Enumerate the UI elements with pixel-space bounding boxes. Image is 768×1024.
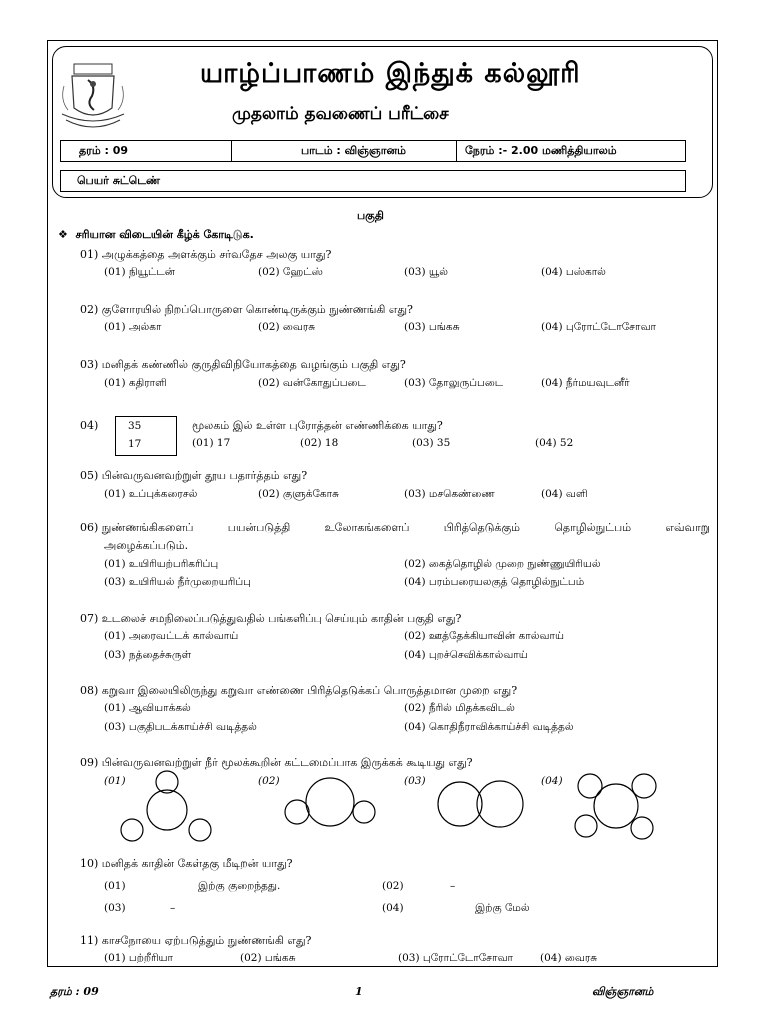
q11-option-4[interactable]: (04) வைரசு [540, 952, 598, 964]
question-05: 05) பின்வருவனவற்றுள் தூய பதார்த்தம் எது? [80, 469, 308, 482]
q03-option-3[interactable]: (03) தோலுருப்படை [404, 377, 504, 389]
q06-option-3[interactable]: (03) உயிரியல் நீர்முறையரிப்பு [104, 576, 251, 588]
q08-option-3[interactable]: (03) பகுதிபடக்காய்ச்சி வடித்தல் [104, 721, 257, 733]
subject-label: பாடம் : விஞ்ஞானம் [301, 144, 407, 157]
question-04-number: 04) [80, 419, 99, 432]
q07-option-1[interactable]: (01) அரைவட்டக் கால்வாய் [104, 630, 239, 642]
divider [231, 141, 232, 161]
q10-option-1-text[interactable]: இற்கு குறைந்தது. [198, 880, 281, 892]
q07-option-4[interactable]: (04) புறச்செவிக்கால்வாய் [404, 649, 528, 661]
q09-molecule-3-diagram[interactable] [430, 770, 540, 830]
instruction [58, 228, 254, 243]
q05-option-1[interactable]: (01) உப்புக்கரைசல் [104, 488, 198, 500]
question-06 [80, 521, 710, 554]
q10-option-2-text[interactable]: – [450, 880, 456, 892]
mass-number: 35 [128, 420, 142, 432]
q04-option-1[interactable]: (01) 17 [192, 437, 231, 449]
college-crest-logo [58, 56, 128, 136]
info-row [60, 140, 686, 162]
q02-option-2[interactable]: (02) வைரசு [258, 321, 316, 333]
q09-option-1[interactable]: (01) [104, 775, 126, 787]
q08-option-1[interactable]: (01) ஆவியாக்கல் [104, 702, 191, 714]
q09-option-2[interactable]: (02) [258, 775, 280, 787]
question-03: 03) மனிதக் கண்ணில் குருதிவிநியோகத்தை வழங்கும் பகுதி எது? [80, 358, 406, 371]
question-09: 09) பின்வருவனவற்றுள் நீர் மூலக்கூறின் கட்டமைப்பாக இருக்கக் கூடியது எது? [80, 756, 473, 769]
q09-option-3[interactable]: (03) [404, 775, 426, 787]
q01-option-4[interactable]: (04) பஸ்கால் [541, 266, 606, 278]
q10-option-4-text[interactable]: இற்கு மேல் [475, 902, 530, 914]
divider [456, 141, 457, 161]
q06-option-4[interactable]: (04) பரம்பரையலகுத் தொழில்நுட்பம் [404, 576, 585, 588]
q10-option-3-text[interactable]: – [170, 902, 176, 914]
q06-word: 06) நுண்ணங்கிகளைப் [80, 521, 194, 534]
section-title: பகுதி [357, 209, 384, 222]
question-07: 07) உடலைச் சமநிலைப்படுத்துவதில் பங்களிப்பு செய்யும் காதின் பகுதி எது? [80, 612, 462, 625]
footer-page-number: 1 [355, 985, 363, 998]
q09-molecule-1-diagram[interactable] [110, 768, 220, 846]
element-notation-box [115, 416, 177, 456]
q06-word: எவ்வாறு [665, 521, 710, 534]
name-row: பெயர் சுட்டெண் [60, 170, 686, 192]
q06-option-1[interactable]: (01) உயிரியற்பரிகரிப்பு [104, 558, 219, 570]
q02-option-4[interactable]: (04) புரோட்டோசோவா [541, 321, 657, 333]
q04-option-4[interactable]: (04) 52 [535, 437, 574, 449]
q07-option-3[interactable]: (03) நத்தைச்சுருள் [104, 649, 192, 661]
q09-molecule-4-diagram[interactable] [568, 770, 678, 842]
q02-option-3[interactable]: (03) பங்கசு [404, 321, 460, 333]
q10-option-4-label[interactable]: (04) [382, 902, 404, 914]
q06-word: பிரித்தெடுக்கும் [443, 521, 521, 534]
q08-option-4[interactable]: (04) கொதிநீராவிக்காய்ச்சி வடித்தல் [404, 721, 574, 733]
q04-option-3[interactable]: (03) 35 [412, 437, 451, 449]
question-04: மூலகம் இல் உள்ள புரோத்தன் எண்ணிக்கை யாது? [192, 419, 443, 432]
q06-option-2[interactable]: (02) கைத்தொழில் முறை நுண்ணுயிரியல் [404, 558, 601, 570]
q05-option-3[interactable]: (03) மசகெண்ணை [404, 488, 495, 500]
q10-option-2-label[interactable]: (02) [382, 880, 404, 892]
grade-label: தரம் : 09 [79, 144, 129, 157]
q07-option-2[interactable]: (02) ஊத்தேக்கியாவின் கால்வாய் [404, 630, 564, 642]
college-title: யாழ்ப்பாணம் இந்துக் கல்லூரி [200, 58, 581, 89]
q04-option-2[interactable]: (02) 18 [300, 437, 339, 449]
q03-option-4[interactable]: (04) நீர்மயவுடனீர் [541, 377, 630, 389]
atomic-number: 17 [128, 438, 142, 450]
question-08: 08) கறுவா இலையிலிருந்து கறுவா எண்ணை பிரித்தெடுக்கப் பொருத்தமான முறை எது? [80, 684, 518, 697]
question-01: 01) அழுக்கத்தை அளக்கும் சர்வதேச அலகு யாது? [80, 248, 332, 261]
q06-word: உலோகங்களைப் [324, 521, 410, 534]
q05-option-4[interactable]: (04) வளி [541, 488, 588, 500]
footer-subject: விஞ்ஞானம் [592, 985, 654, 998]
question-10: 10) மனிதக் காதின் கேள்தகு மீடிறன் யாது? [80, 857, 293, 870]
q11-option-1[interactable]: (01) பற்றீரியா [104, 952, 174, 964]
q06-word: பயன்படுத்தி [227, 521, 291, 534]
q01-option-2[interactable]: (02) ஹேட்ஸ் [258, 266, 323, 278]
q10-option-1-label[interactable]: (01) [104, 880, 126, 892]
q11-option-3[interactable]: (03) புரோட்டோசோவா [398, 952, 514, 964]
bullet-diamond-icon: ❖ [58, 228, 68, 241]
time-label: நேரம் :- 2.00 மணித்தியாலம் [465, 144, 617, 157]
question-02: 02) குளோரயில் நிறப்பொருளை கொண்டிருக்கும் நுண்ணங்கி எது? [80, 303, 413, 316]
q03-option-2[interactable]: (02) வன்கோதுப்படை [258, 377, 366, 389]
exam-title: முதலாம் தவணைப் பரீட்சை [232, 104, 449, 124]
q11-option-2[interactable]: (02) பங்கசு [240, 952, 296, 964]
q01-option-3[interactable]: (03) யூல் [404, 266, 449, 278]
instruction-text: சரியான விடையின் கீழ்க் கோடிடுக. [75, 228, 254, 241]
q09-molecule-2-diagram[interactable] [280, 770, 390, 830]
q10-option-3-label[interactable]: (03) [104, 902, 126, 914]
q03-option-1[interactable]: (01) கதிராளி [104, 377, 167, 389]
q06-word: தொழில்நுட்பம் [554, 521, 632, 534]
question-11: 11) காசநோயை ஏற்படுத்தும் நுண்ணங்கி எது? [80, 934, 312, 947]
q09-option-4[interactable]: (04) [541, 775, 563, 787]
footer-grade: தரம் : 09 [50, 985, 99, 998]
q06-line-2: அழைக்கப்படும். [104, 539, 189, 552]
q02-option-1[interactable]: (01) அல்கா [104, 321, 162, 333]
q01-option-1[interactable]: (01) நியூட்டன் [104, 266, 175, 278]
q08-option-2[interactable]: (02) நீரில் மிதக்கவிடல் [404, 702, 515, 714]
q05-option-2[interactable]: (02) குளுக்கோசு [258, 488, 339, 500]
